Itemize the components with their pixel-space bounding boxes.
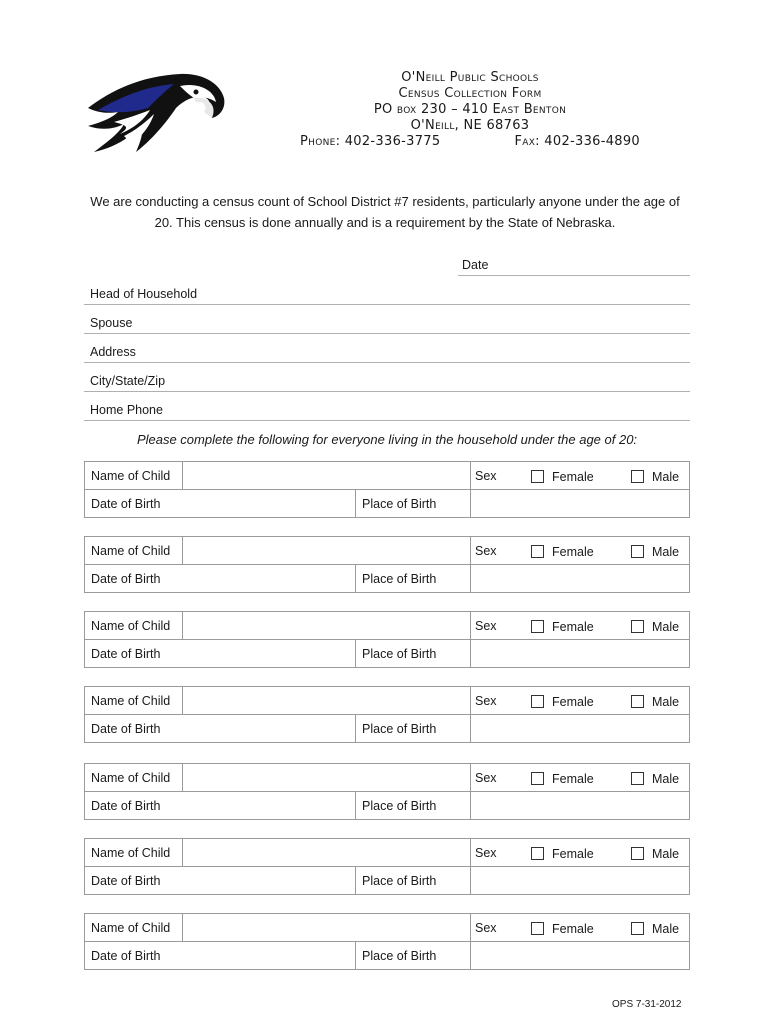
female-checkbox[interactable] xyxy=(531,695,544,708)
place-of-birth-input[interactable] xyxy=(471,565,689,592)
date-of-birth-cell[interactable] xyxy=(85,565,356,592)
child-name-input[interactable] xyxy=(183,914,471,942)
date-of-birth-cell[interactable] xyxy=(85,715,356,742)
school-header xyxy=(290,70,650,150)
date-label: Date xyxy=(462,258,489,272)
male-label: Male xyxy=(652,470,680,484)
female-label: Female xyxy=(552,847,594,861)
child-name-label: Name of Child xyxy=(91,694,171,708)
date-of-birth-label: Date of Birth xyxy=(91,497,161,511)
sex-cell xyxy=(471,914,689,942)
date-of-birth-cell[interactable] xyxy=(85,640,356,667)
child-instruction: Please complete the following for everyone living in the household under the age of 20: xyxy=(136,432,638,447)
spouse-field[interactable] xyxy=(84,313,690,334)
child-name-label-cell xyxy=(85,839,183,867)
place-of-birth-cell[interactable] xyxy=(356,867,471,894)
city-state-zip-header: O'Neill, NE 68763 xyxy=(410,118,530,133)
head-of-household-label: Head of Household xyxy=(90,287,198,301)
male-checkbox[interactable] xyxy=(631,695,644,708)
date-field[interactable] xyxy=(458,255,690,276)
child-entry xyxy=(84,536,690,593)
sex-cell xyxy=(471,537,689,565)
place-of-birth-input[interactable] xyxy=(471,942,689,969)
child-name-input[interactable] xyxy=(183,764,471,792)
place-of-birth-label: Place of Birth xyxy=(362,647,437,661)
date-of-birth-cell[interactable] xyxy=(85,867,356,894)
child-entry xyxy=(84,461,690,518)
date-of-birth-label: Date of Birth xyxy=(91,799,161,813)
date-of-birth-cell[interactable] xyxy=(85,792,356,819)
school-name: O'Neill Public Schools xyxy=(401,70,539,85)
child-name-label-cell xyxy=(85,612,183,640)
child-name-label: Name of Child xyxy=(91,544,171,558)
date-of-birth-label: Date of Birth xyxy=(91,647,161,661)
home-phone-label: Home Phone xyxy=(90,403,163,417)
place-of-birth-cell[interactable] xyxy=(356,490,471,517)
child-name-input[interactable] xyxy=(183,687,471,715)
place-of-birth-input[interactable] xyxy=(471,490,689,517)
sex-label: Sex xyxy=(475,469,497,483)
female-label: Female xyxy=(552,772,594,786)
sex-label: Sex xyxy=(475,694,497,708)
female-label: Female xyxy=(552,470,594,484)
sex-cell xyxy=(471,687,689,715)
child-name-label-cell xyxy=(85,764,183,792)
sex-cell xyxy=(471,839,689,867)
child-name-input[interactable] xyxy=(183,462,471,490)
date-of-birth-label: Date of Birth xyxy=(91,874,161,888)
child-entry xyxy=(84,686,690,743)
place-of-birth-cell[interactable] xyxy=(356,640,471,667)
female-label: Female xyxy=(552,922,594,936)
address-label: Address xyxy=(90,345,136,359)
sex-label: Sex xyxy=(475,619,497,633)
child-entry xyxy=(84,763,690,820)
female-checkbox[interactable] xyxy=(531,847,544,860)
male-label: Male xyxy=(652,545,680,559)
female-checkbox[interactable] xyxy=(531,620,544,633)
child-name-input[interactable] xyxy=(183,537,471,565)
place-of-birth-label: Place of Birth xyxy=(362,722,437,736)
eagle-logo-icon xyxy=(84,68,230,156)
male-label: Male xyxy=(652,847,680,861)
male-label: Male xyxy=(652,772,680,786)
male-checkbox[interactable] xyxy=(631,545,644,558)
city-state-zip-label: City/State/Zip xyxy=(90,374,166,388)
date-of-birth-cell[interactable] xyxy=(85,942,356,969)
child-name-label: Name of Child xyxy=(91,469,171,483)
female-checkbox[interactable] xyxy=(531,545,544,558)
date-of-birth-label: Date of Birth xyxy=(91,949,161,963)
sex-label: Sex xyxy=(475,846,497,860)
place-of-birth-input[interactable] xyxy=(471,792,689,819)
place-of-birth-input[interactable] xyxy=(471,715,689,742)
female-label: Female xyxy=(552,620,594,634)
child-entry xyxy=(84,611,690,668)
male-checkbox[interactable] xyxy=(631,620,644,633)
child-name-label: Name of Child xyxy=(91,619,171,633)
sex-cell xyxy=(471,764,689,792)
head-of-household-field[interactable] xyxy=(84,284,690,305)
male-checkbox[interactable] xyxy=(631,847,644,860)
form-title: Census Collection Form xyxy=(398,86,542,101)
sex-label: Sex xyxy=(475,771,497,785)
child-name-input[interactable] xyxy=(183,839,471,867)
place-of-birth-cell[interactable] xyxy=(356,715,471,742)
date-of-birth-cell[interactable] xyxy=(85,490,356,517)
child-name-input[interactable] xyxy=(183,612,471,640)
child-name-label-cell xyxy=(85,537,183,565)
female-checkbox[interactable] xyxy=(531,470,544,483)
child-entry xyxy=(84,913,690,970)
sex-label: Sex xyxy=(475,544,497,558)
female-checkbox[interactable] xyxy=(531,772,544,785)
male-checkbox[interactable] xyxy=(631,470,644,483)
child-name-label-cell xyxy=(85,687,183,715)
place-of-birth-label: Place of Birth xyxy=(362,572,437,586)
child-name-label: Name of Child xyxy=(91,921,171,935)
home-phone-field[interactable] xyxy=(84,400,690,421)
date-of-birth-label: Date of Birth xyxy=(91,722,161,736)
male-label: Male xyxy=(652,695,680,709)
contact-line xyxy=(290,134,650,150)
male-label: Male xyxy=(652,620,680,634)
female-label: Female xyxy=(552,545,594,559)
po-box-address: PO box 230 – 410 East Benton xyxy=(373,102,567,117)
male-checkbox[interactable] xyxy=(631,772,644,785)
male-label: Male xyxy=(652,922,680,936)
place-of-birth-input[interactable] xyxy=(471,867,689,894)
intro-paragraph: We are conducting a census count of School District #7 residents, particularly anyone under the age of 20. This census is done annually and is a requirement by the State of Nebraska. xyxy=(90,194,680,230)
sex-cell xyxy=(471,462,689,490)
fax-number: Fax: 402-336-4890 xyxy=(514,134,640,149)
female-checkbox[interactable] xyxy=(531,922,544,935)
male-checkbox[interactable] xyxy=(631,922,644,935)
sex-label: Sex xyxy=(475,921,497,935)
child-entry xyxy=(84,838,690,895)
form-version: OPS 7-31-2012 xyxy=(612,999,682,1010)
spouse-label: Spouse xyxy=(90,316,133,330)
place-of-birth-cell[interactable] xyxy=(356,942,471,969)
place-of-birth-label: Place of Birth xyxy=(362,949,437,963)
sex-cell xyxy=(471,612,689,640)
child-name-label: Name of Child xyxy=(91,846,171,860)
place-of-birth-label: Place of Birth xyxy=(362,799,437,813)
city-state-zip-field[interactable] xyxy=(84,371,690,392)
place-of-birth-input[interactable] xyxy=(471,640,689,667)
phone-number: Phone: 402-336-3775 xyxy=(300,134,441,149)
child-name-label-cell xyxy=(85,914,183,942)
child-name-label: Name of Child xyxy=(91,771,171,785)
place-of-birth-label: Place of Birth xyxy=(362,874,437,888)
female-label: Female xyxy=(552,695,594,709)
address-field[interactable] xyxy=(84,342,690,363)
place-of-birth-cell[interactable] xyxy=(356,565,471,592)
place-of-birth-label: Place of Birth xyxy=(362,497,437,511)
place-of-birth-cell[interactable] xyxy=(356,792,471,819)
date-of-birth-label: Date of Birth xyxy=(91,572,161,586)
child-name-label-cell xyxy=(85,462,183,490)
